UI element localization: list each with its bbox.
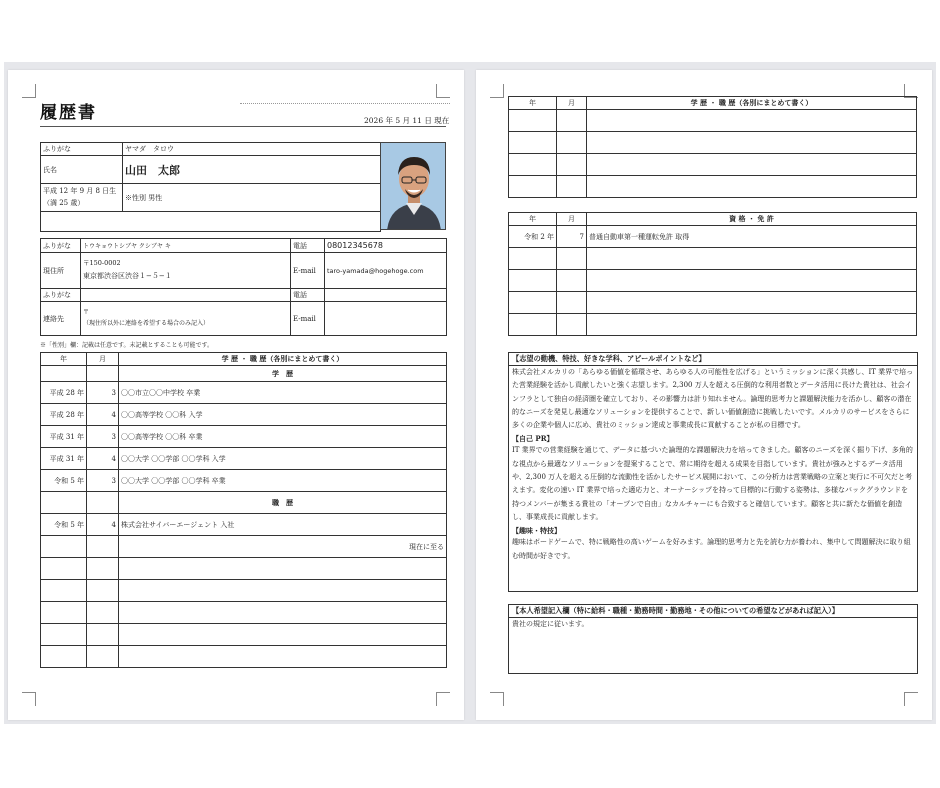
- row-text: 普通自動車第一種運転免許 取得: [587, 226, 917, 248]
- current-status: 現在に至る: [119, 536, 447, 558]
- birth-cell[interactable]: [41, 184, 123, 212]
- email-value[interactable]: taro-yamada@hogehoge.com: [325, 253, 447, 289]
- name-value[interactable]: 山田 太郎: [123, 156, 381, 184]
- phone-label: 電話: [291, 239, 325, 253]
- hobby-heading: 【趣味・特技】: [512, 526, 561, 536]
- row-text: 〇〇大学 〇〇学部 〇〇学科 入学: [119, 448, 447, 470]
- table-row[interactable]: [509, 110, 917, 132]
- table-row[interactable]: [41, 514, 447, 536]
- history-year-header: 年: [509, 97, 557, 110]
- email-label: E-mail: [291, 253, 325, 289]
- row-text: 〇〇大学 〇〇学部 〇〇学科 卒業: [119, 470, 447, 492]
- row-year: 平成 31 年: [41, 426, 87, 448]
- table-row[interactable]: [41, 448, 447, 470]
- margin-corner-mark: [490, 84, 504, 98]
- self-pr-body: IT 業界での営業経験を通じて、データに基づいた論理的な課題解決力を培ってきました。顧客のニーズを深く掘り下げ、多角的な視点から最適なソリューションを提案することで、常に期待を超える成果を目指しています。貴社が強みとするデータ活用や、2,300 万人を超える圧倒的な流動性を活かしたサービス展開において、この分析力は営業戦略の立案と実行に不可欠だと考えます。変化の速い IT 業界で培った適応力と、オーナーシップを持って目標的に行動する姿勢は、多様なバックグラウンドを持つメンバーが集まる貴社の「オープンで自由」なカルチャーにも合致すると確信しています。顧客と共に新たな価値を創造し、事業成長に貢献します。: [512, 446, 913, 521]
- request-section[interactable]: [508, 604, 918, 674]
- career-label: 職 歴: [119, 492, 447, 514]
- contact-furigana-label: ふりがな: [41, 289, 81, 302]
- profile-table: [40, 142, 381, 232]
- motivation-heading: 【志望の動機、特技、好きな学科、アピールポイントなど】: [509, 353, 917, 366]
- table-row[interactable]: [41, 580, 447, 602]
- email2-value[interactable]: [325, 302, 447, 336]
- resume-date: 2026 年 5 月 11 日 現在: [364, 116, 450, 125]
- margin-corner-mark: [436, 692, 450, 706]
- history-table: [40, 352, 447, 668]
- license-year-header: 年: [509, 213, 557, 226]
- gender-cell[interactable]: [123, 184, 381, 212]
- table-row[interactable]: [41, 382, 447, 404]
- contact-note: （現住所以外に連絡を希望する場合のみ記入）: [83, 319, 210, 327]
- history-month-header: 月: [87, 353, 119, 366]
- margin-corner-mark: [904, 692, 918, 706]
- row-month: 4: [87, 404, 119, 426]
- table-row[interactable]: [41, 646, 447, 668]
- postal-code: 〒150-0002: [83, 259, 121, 268]
- row-year: 平成 31 年: [41, 448, 87, 470]
- motivation-body: 株式会社メルカリの「あらゆる価値を循環させ、あらゆる人の可能性を広げる」というミッションに深く共感し、IT 業界で培った営業経験を活かし貢献したいと強く志望します。2,300 万人を超える圧倒的な利用者数とデータ活用に長けた貴社は、社会インフラとして独自の経済圏を確立しており、その影響力は計り知れません。論理的思考力と課題解決能力を活かし、顧客の潜在的なニーズを発見し最適なソリューションを提供することで、新しい価値創造に挑戦したいです。メルカリのサービスをさらに多くの企業や個人に広め、貴社のミッション達成と事業成長に貢献することが私の目標です。: [512, 368, 914, 430]
- license-table: [508, 212, 917, 336]
- history-content-header: 学 歴 ・ 職 歴（各別にまとめて書く）: [119, 353, 447, 366]
- gender-note: ※「性別」欄：記載は任意です。未記載とすることも可能です。: [40, 342, 214, 349]
- education-label: 学 歴: [119, 366, 447, 382]
- date-rule: [40, 126, 446, 127]
- contact-cell[interactable]: [81, 302, 291, 336]
- table-row[interactable]: [41, 536, 447, 558]
- contact-label: 連絡先: [41, 302, 81, 336]
- row-year: 令和 5 年: [41, 470, 87, 492]
- resume-title: 履歴書: [40, 103, 97, 123]
- table-row[interactable]: [41, 404, 447, 426]
- request-body: 貴社の規定に従います。: [512, 620, 589, 628]
- table-row[interactable]: [41, 558, 447, 580]
- age: （満 25 歳）: [43, 198, 85, 207]
- table-row[interactable]: [509, 176, 917, 198]
- request-heading: 【本人希望記入欄（特に給料・職種・勤務時間・勤務地・その他についての希望などがあれば記入）】: [509, 605, 917, 618]
- table-row[interactable]: [41, 624, 447, 646]
- history-continuation-table: [508, 96, 917, 198]
- row-text: 〇〇高等学校 〇〇科 卒業: [119, 426, 447, 448]
- row-month: 3: [87, 382, 119, 404]
- gender-label: ※性別: [125, 193, 146, 202]
- history-month-header: 月: [557, 97, 587, 110]
- row-month: 3: [87, 470, 119, 492]
- row-month: 3: [87, 426, 119, 448]
- table-row[interactable]: [41, 470, 447, 492]
- table-row[interactable]: [509, 154, 917, 176]
- table-row[interactable]: [509, 226, 917, 248]
- row-year: 令和 5 年: [41, 514, 87, 536]
- address-furigana-value[interactable]: トウキョウトシブヤ クシブヤ キ: [81, 239, 291, 253]
- table-row[interactable]: [509, 270, 917, 292]
- table-row[interactable]: [41, 602, 447, 624]
- self-pr-heading: 【自己 PR】: [512, 434, 554, 444]
- row-year: 平成 28 年: [41, 404, 87, 426]
- contact-postal: 〒: [83, 308, 90, 316]
- address-value: 東京都渋谷区渋谷１−５−１: [83, 272, 172, 281]
- name-label: 氏名: [41, 156, 123, 184]
- address-label: 現住所: [41, 253, 81, 289]
- row-text: 〇〇高等学校 〇〇科 入学: [119, 404, 447, 426]
- margin-corner-mark: [490, 692, 504, 706]
- blank-row: [41, 212, 381, 232]
- table-row[interactable]: [509, 132, 917, 154]
- license-month-header: 月: [557, 213, 587, 226]
- row-text: 〇〇市立〇〇中学校 卒業: [119, 382, 447, 404]
- license-content-header: 資 格 ・ 免 許: [587, 213, 917, 226]
- gender-value: 男性: [148, 193, 163, 202]
- birth-date: 平成 12 年 9 月 8 日生: [43, 187, 117, 196]
- history-content-header: 学 歴 ・ 職 歴（各別にまとめて書く）: [587, 97, 917, 110]
- phone2-value[interactable]: [325, 289, 447, 302]
- row-month: 7: [557, 226, 587, 248]
- row-year: 平成 28 年: [41, 382, 87, 404]
- applicant-photo: [380, 142, 446, 230]
- table-row[interactable]: [509, 314, 917, 336]
- table-row[interactable]: [41, 426, 447, 448]
- address-cell[interactable]: [81, 253, 291, 289]
- row-text: 株式会社サイバーエージェント 入社: [119, 514, 447, 536]
- address-furigana-label: ふりがな: [41, 239, 81, 253]
- email2-label: E-mail: [291, 302, 325, 336]
- portrait-image: [381, 143, 446, 230]
- phone2-label: 電話: [291, 289, 325, 302]
- motivation-section[interactable]: [508, 352, 918, 592]
- furigana-label: ふりがな: [41, 143, 123, 156]
- hobby-body: 趣味はボードゲームで、特に戦略性の高いゲームを好みます。論理的思考力と先を読む力が養われ、集中して問題解決に取り組む時間が好きです。: [512, 538, 911, 560]
- resume-page-1: [8, 70, 464, 720]
- contact-table: [40, 238, 447, 336]
- margin-corner-mark: [22, 84, 36, 98]
- row-month: 4: [87, 514, 119, 536]
- furigana-value[interactable]: ヤマダ タロウ: [123, 143, 381, 156]
- row-month: 4: [87, 448, 119, 470]
- title-rule: [240, 103, 450, 104]
- table-row[interactable]: [509, 248, 917, 270]
- document-viewer[interactable]: [4, 62, 936, 724]
- phone-value[interactable]: 08012345678: [325, 239, 447, 253]
- margin-corner-mark: [22, 692, 36, 706]
- contact-furigana-value[interactable]: [81, 289, 291, 302]
- margin-corner-mark: [436, 84, 450, 98]
- row-year: 令和 2 年: [509, 226, 557, 248]
- table-row[interactable]: [509, 292, 917, 314]
- history-year-header: 年: [41, 353, 87, 366]
